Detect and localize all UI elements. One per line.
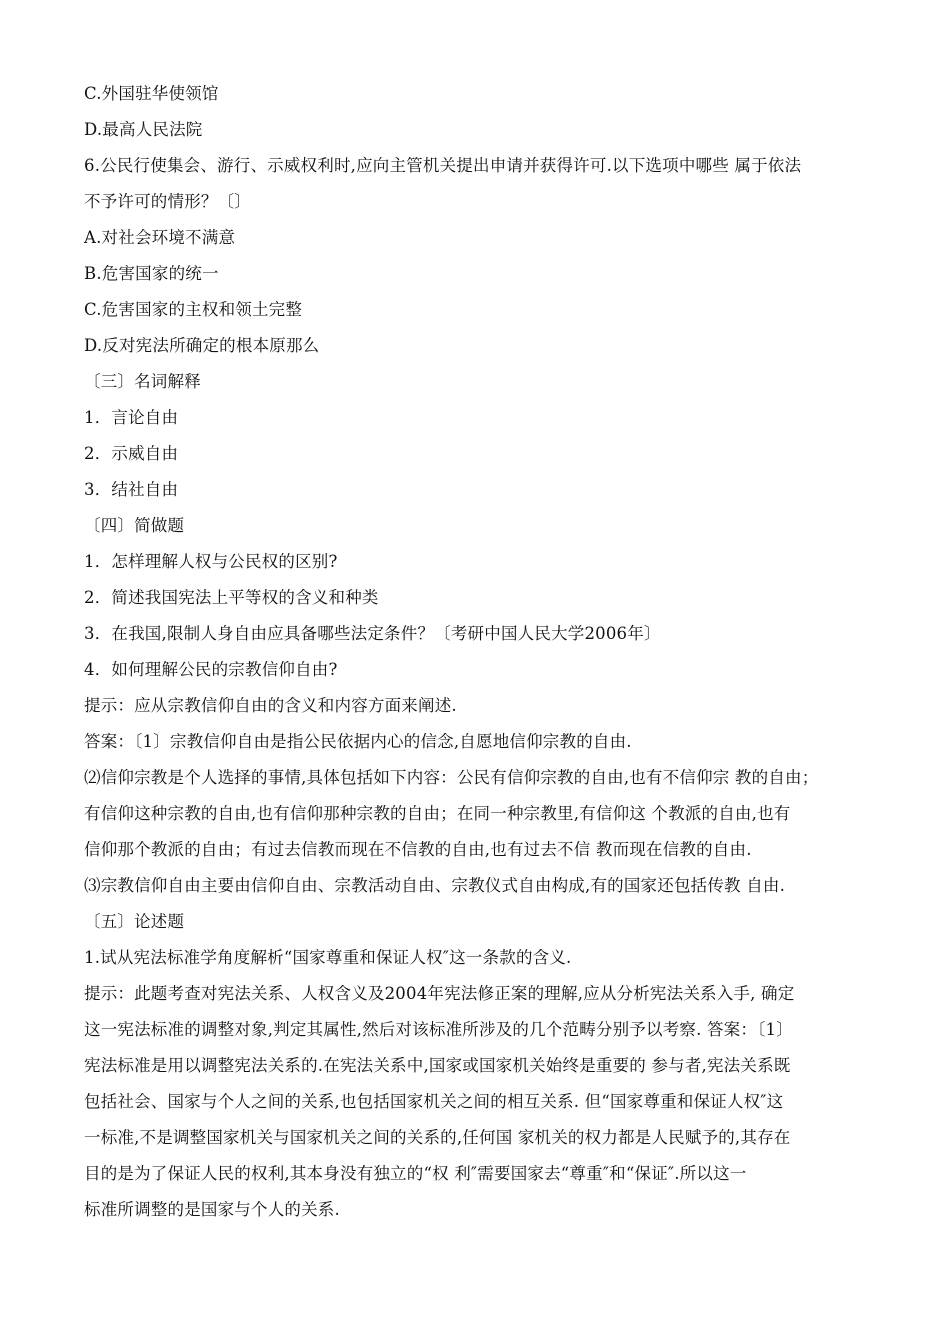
list-item: 2．示威自由 [84,444,179,463]
section-heading: 〔三〕名词解释 [84,372,201,391]
paragraph-line: 一标准,不是调整国家机关与国家机关之间的关系的,任何国 家机关的权力都是人民赋予的,其存在 [84,1128,791,1147]
paragraph-line: 这一宪法标准的调整对象,判定其属性,然后对该标准所涉及的几个范畴分别予以考察. 答案：〔1〕 [84,1020,793,1039]
text-line: 不予许可的情形？〔〕 [84,192,251,211]
paragraph-line: 宪法标准是用以调整宪法关系的.在宪法关系中,国家或国家机关始终是重要的 参与者,宪法关系既 [84,1056,791,1075]
list-item: 3．结社自由 [84,480,179,499]
paragraph-line: 目的是为了保证人民的权利,其本身没有独立的“权 利″需要国家去“尊重″和“保证″.所以这一 [84,1164,747,1183]
list-item: 3．在我国,限制人身自由应具备哪些法定条件？〔考研中国人民大学2006年〕 [84,624,661,643]
list-item: 4．如何理解公民的宗教信仰自由? [84,660,338,679]
paragraph-line: ⑶宗教信仰自由主要由信仰自由、宗教活动自由、宗教仪式自由构成,有的国家还包括传教 自由. [84,876,786,895]
section-heading: 〔五〕论述题 [84,912,185,931]
section-heading: 〔四〕简做题 [84,516,185,535]
list-item: 1.试从宪法标准学角度解析“国家尊重和保证人权″这一条款的含义. [84,948,572,967]
list-item: 2．简述我国宪法上平等权的含义和种类 [84,588,379,607]
paragraph-line: 包括社会、国家与个人之间的关系,也包括国家机关之间的相互关系. 但“国家尊重和保证人权″这 [84,1092,784,1111]
paragraph-line: ⑵信仰宗教是个人选择的事情,具体包括如下内容：公民有信仰宗教的自由,也有不信仰宗 教的自由； [84,768,819,787]
paragraph-line: 有信仰这种宗教的自由,也有信仰那种宗教的自由；在同一种宗教里,有信仰这 个教派的自由,也有 [84,804,791,823]
option-d: D.反对宪法所确定的根本原那么 [84,336,320,355]
list-item: 1．怎样理解人权与公民权的区别? [84,552,338,571]
question-6-line: 6.公民行使集会、游行、示威权利时,应向主管机关提出申请并获得许可.以下选项中哪些 属于依法 [84,156,802,175]
option-c: C.危害国家的主权和领土完整 [84,300,303,319]
option-a: A.对社会环境不满意 [84,228,236,247]
paragraph-line: 标准所调整的是国家与个人的关系. [84,1200,340,1219]
paragraph-line: 提示：此题考查对宪法关系、人权含义及2004年宪法修正案的理解,应从分析宪法关系入手, 确定 [84,984,795,1003]
hint-text: 提示：应从宗教信仰自由的含义和内容方面来阐述. [84,696,457,715]
answer-text: 答案：〔1〕宗教信仰自由是指公民依据内心的信念,自愿地信仰宗教的自由. [84,732,632,751]
option-b: B.危害国家的统一 [84,264,219,283]
text-line: D.最高人民法院 [84,120,203,139]
paragraph-line: 信仰那个教派的自由；有过去信教而现在不信教的自由,也有过去不信 教而现在信教的自由. [84,840,752,859]
list-item: 1．言论自由 [84,408,179,427]
text-line: C.外国驻华使领馆 [84,84,219,103]
